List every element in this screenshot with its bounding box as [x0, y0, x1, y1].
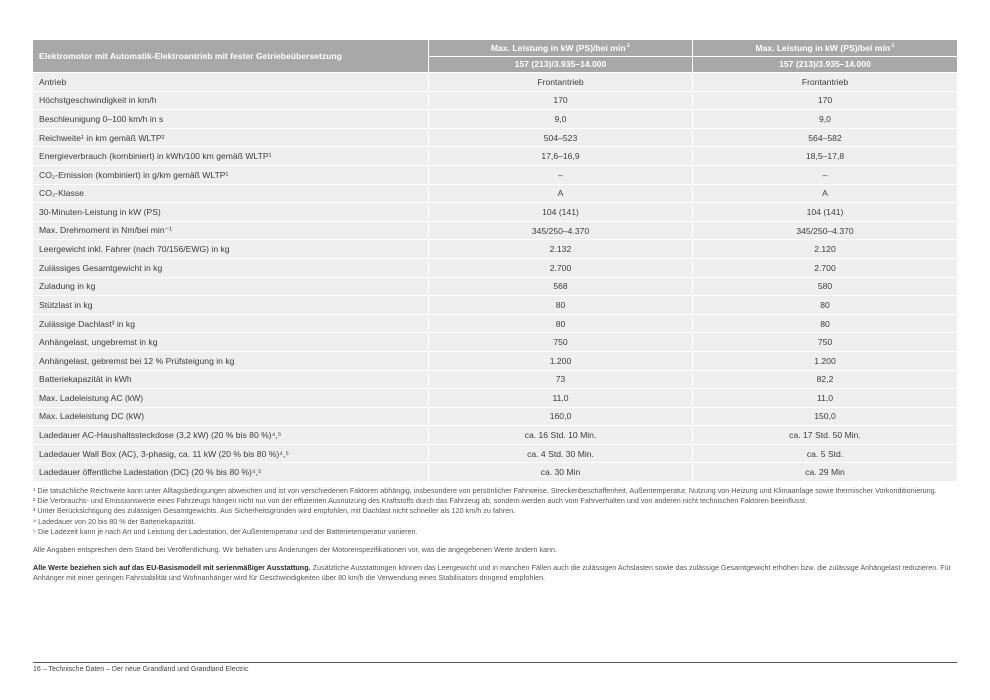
column-header-2-sup: -1 — [890, 42, 895, 49]
table-row — [33, 315, 957, 334]
row-value-1: 80 — [429, 315, 693, 334]
footnote: ⁵ Die Ladezeit kann je nach Art und Leistung der Ladestation, der Außentemperatur und der Batterietemperatur variieren. — [33, 526, 418, 536]
column-subheader-1: 157 (213)/3.935–14.000 — [429, 57, 693, 74]
row-value-1: 9,0 — [429, 110, 693, 129]
footer-divider — [33, 662, 957, 663]
footnote: ¹ Die tatsächliche Reichweite kann unter Alltagsbedingungen abweichen und ist von verschiedenen Faktoren abhängig, insbesondere von persönlicher Fahrweise, Streckenbeschaffenheit, Außentemperatur, Nutzung von Heizung und Klimaanlage sowie thermischer Vorkonditionierung. — [33, 486, 937, 496]
table-row — [33, 110, 957, 129]
row-label: Anhängelast, ungebremst in kg — [33, 333, 429, 352]
row-value-2: – — [693, 166, 957, 185]
row-value-2: 2.700 — [693, 259, 957, 278]
column-header-2 — [693, 40, 957, 57]
row-label: Zulässiges Gesamtgewicht in kg — [33, 259, 429, 278]
table-row — [33, 147, 957, 166]
row-value-2: 750 — [693, 333, 957, 352]
table-row — [33, 352, 957, 371]
row-value-2: A — [693, 185, 957, 204]
row-label: Max. Drehmoment in Nm/bei min⁻¹ — [33, 222, 429, 241]
footnote: ² Die Verbrauchs- und Emissionswerte eines Fahrzeugs hängen nicht nur von der effizienten Ausnutzung des Kraftstoffs durch das Fahrzeug ab, sondern werden auch vom Fahrverhalten und von anderen nicht technischen Faktoren beeinflusst. — [33, 496, 808, 506]
row-value-1: A — [429, 185, 693, 204]
table-row — [33, 73, 957, 92]
row-value-1: Frontantrieb — [429, 73, 693, 92]
table-row — [33, 129, 957, 148]
row-value-1: 568 — [429, 278, 693, 297]
row-value-1: 17,6–16,9 — [429, 147, 693, 166]
row-label: 30-Minuten-Leistung in kW (PS) — [33, 203, 429, 222]
row-label: Antrieb — [33, 73, 429, 92]
table-row — [33, 240, 957, 259]
row-value-2: 80 — [693, 315, 957, 334]
row-label: Reichweite¹ in km gemäß WLTP² — [33, 129, 429, 148]
row-label: Stützlast in kg — [33, 296, 429, 315]
table-header-title: Elektromotor mit Automatik-Elektroantrieb mit fester Getriebeübersetzung — [33, 40, 429, 73]
row-value-1: 80 — [429, 296, 693, 315]
row-value-1: 750 — [429, 333, 693, 352]
table-row — [33, 203, 957, 222]
table-row — [33, 278, 957, 297]
table-row — [33, 463, 957, 482]
footnote: ³ Unter Berücksichtigung des zulässigen Gesamtgewichts. Aus Sicherheitsgründen wird empfohlen, mit Dachlast nicht schneller als 120 km/h zu fahren. — [33, 506, 516, 516]
table-row — [33, 426, 957, 445]
footnote: ⁴ Ladedauer von 20 bis 80 % der Batteriekapazität. — [33, 516, 196, 526]
row-label: Ladedauer Wall Box (AC), 3-phasig, ca. 11 kW (20 % bis 80 %)⁴,⁵ — [33, 445, 429, 464]
row-value-2: 150,0 — [693, 408, 957, 427]
row-value-1: 160,0 — [429, 408, 693, 427]
row-label: Max. Ladeleistung DC (kW) — [33, 408, 429, 427]
row-value-2: ca. 17 Std. 50 Min. — [693, 426, 957, 445]
footnotes — [33, 486, 957, 537]
basis-note — [33, 563, 957, 583]
row-value-1: 2.700 — [429, 259, 693, 278]
row-label: Ladedauer AC-Haushaltssteckdose (3,2 kW) (20 % bis 80 %)⁴,⁵ — [33, 426, 429, 445]
table-row — [33, 445, 957, 464]
row-value-2: 82,2 — [693, 371, 957, 390]
row-label: Zuladung in kg — [33, 278, 429, 297]
table-row — [33, 371, 957, 390]
row-value-1: 2.132 — [429, 240, 693, 259]
column-header-1-text: Max. Leistung in kW (PS)/bei min — [490, 42, 626, 53]
row-value-2: 104 (141) — [693, 203, 957, 222]
column-header-1-sup: -1 — [625, 42, 631, 49]
row-value-2: 345/250–4.370 — [693, 222, 957, 241]
spec-page — [33, 40, 957, 584]
column-header-2-text: Max. Leistung in kW (PS)/bei min — [755, 42, 891, 53]
row-value-1: 504–523 — [429, 129, 693, 148]
spec-table-body — [33, 73, 957, 482]
row-value-2: 1.200 — [693, 352, 957, 371]
row-label: Höchstgeschwindigkeit in km/h — [33, 92, 429, 111]
row-label: CO₂-Klasse — [33, 185, 429, 204]
row-value-2: ca. 29 Min — [693, 463, 957, 482]
row-label: Max. Ladeleistung AC (kW) — [33, 389, 429, 408]
row-value-1: 104 (141) — [429, 203, 693, 222]
row-label: Ladedauer öffentliche Ladestation (DC) (20 % bis 80 %)⁴,⁵ — [33, 463, 429, 482]
basis-note-text: Zusätzliche Ausstattungen können das Leergewicht und in manchen Fällen auch die zulässigen Achslasten sowie das zulässige Gesamtgewicht erhöhen bzw. die zulässige Anhängelast reduzieren. Für Anhänger mit einer geringen Fahrstabilität und Wohnanhänger wird für Geschwindigkeiten über 80 km/h die Verwendung eines Stabilisators dringend empfohlen. — [33, 563, 952, 583]
row-value-2: ca. 5 Std. — [693, 445, 957, 464]
row-label: Leergewicht inkl. Fahrer (nach 70/156/EWG) in kg — [33, 240, 429, 259]
table-row — [33, 408, 957, 427]
row-value-2: 170 — [693, 92, 957, 111]
column-subheader-2: 157 (213)/3.935–14.000 — [693, 57, 957, 74]
row-value-1: ca. 30 Min — [429, 463, 693, 482]
table-row — [33, 222, 957, 241]
table-row — [33, 166, 957, 185]
spec-table — [33, 40, 957, 482]
row-label: CO₂-Emission (kombiniert) in g/km gemäß WLTP¹ — [33, 166, 429, 185]
row-value-2: Frontantrieb — [693, 73, 957, 92]
row-value-2: 11,0 — [693, 389, 957, 408]
row-value-2: 564–582 — [693, 129, 957, 148]
row-value-1: ca. 16 Std. 10 Min. — [429, 426, 693, 445]
row-value-1: 73 — [429, 371, 693, 390]
table-row — [33, 333, 957, 352]
column-header-1 — [429, 40, 693, 57]
row-value-2: 18,5–17,8 — [693, 147, 957, 166]
table-row — [33, 296, 957, 315]
table-row — [33, 185, 957, 204]
table-row — [33, 389, 957, 408]
row-label: Zulässige Dachlast³ in kg — [33, 315, 429, 334]
row-label: Energieverbrauch (kombiniert) in kWh/100 km gemäß WLTP¹ — [33, 147, 429, 166]
disclaimer: Alle Angaben entsprechen dem Stand bei Veröffentlichung. Wir behalten uns Änderungen der Motorenspezifikationen vor, was die angegebenen Werte ändern kann. — [33, 545, 557, 555]
row-value-1: ca. 4 Std. 30 Min. — [429, 445, 693, 464]
table-row — [33, 92, 957, 111]
row-value-1: 345/250–4.370 — [429, 222, 693, 241]
row-value-1: – — [429, 166, 693, 185]
row-value-1: 11,0 — [429, 389, 693, 408]
row-value-2: 9,0 — [693, 110, 957, 129]
row-label: Batteriekapazität in kWh — [33, 371, 429, 390]
basis-note-bold: Alle Werte beziehen sich auf das EU-Basismodell mit serienmäßiger Ausstattung. — [33, 563, 311, 573]
row-value-1: 170 — [429, 92, 693, 111]
row-value-1: 1.200 — [429, 352, 693, 371]
page-footer: 16 – Technische Daten – Der neue Grandland und Grandland Electric — [33, 666, 249, 673]
table-row — [33, 259, 957, 278]
row-value-2: 580 — [693, 278, 957, 297]
row-value-2: 2.120 — [693, 240, 957, 259]
row-value-2: 80 — [693, 296, 957, 315]
row-label: Anhängelast, gebremst bei 12 % Prüfsteigung in kg — [33, 352, 429, 371]
row-label: Beschleunigung 0–100 km/h in s — [33, 110, 429, 129]
